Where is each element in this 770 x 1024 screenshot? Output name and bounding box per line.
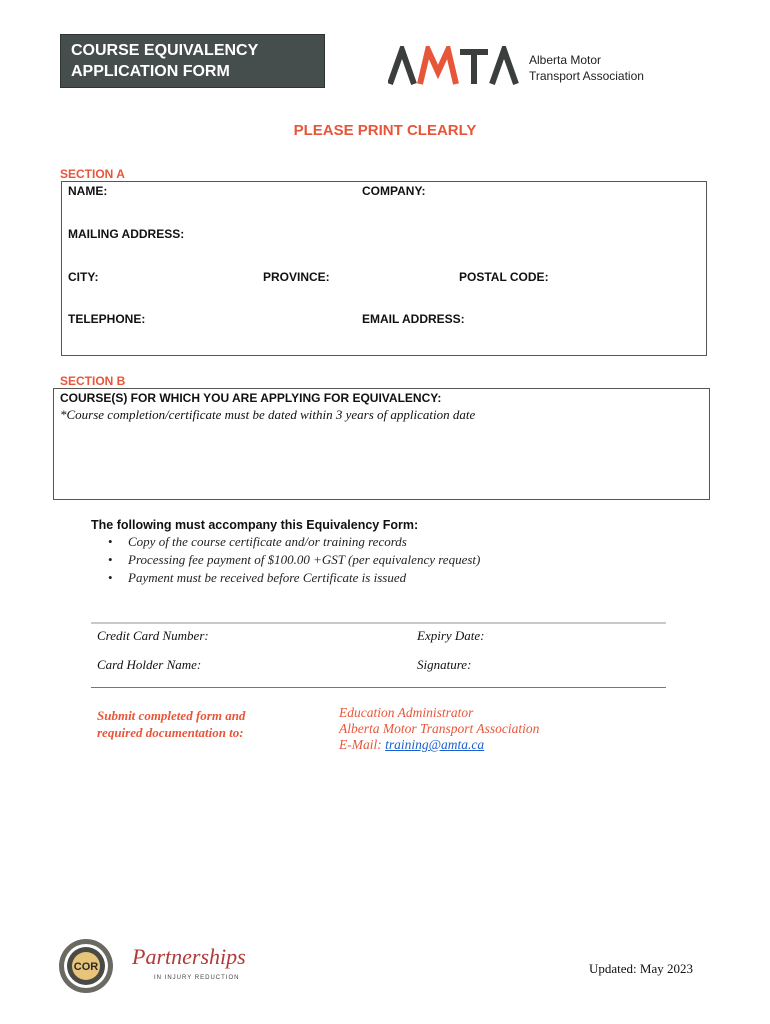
partnerships-logo-text: Partnerships [132, 944, 246, 969]
submit-instructions [97, 707, 245, 741]
requirements-heading: The following must accompany this Equivalency Form: [91, 518, 419, 532]
payment-top-divider [91, 622, 666, 624]
province-field-label: PROVINCE: [263, 270, 330, 284]
requirement-item: • Processing fee payment of $100.00 +GST (per equivalency request) [92, 551, 652, 569]
association-name-line1: Alberta Motor [529, 53, 602, 67]
city-field-label: CITY: [68, 270, 99, 284]
signature-label: Signature: [417, 657, 472, 672]
section-b-title: COURSE(S) FOR WHICH YOU ARE APPLYING FOR EQUIVALENCY: [60, 391, 442, 405]
form-title-line2: APPLICATION FORM [71, 63, 230, 80]
postal-code-field-label: POSTAL CODE: [459, 270, 549, 284]
association-name [529, 52, 644, 84]
requirement-item: • Payment must be received before Certificate is issued [92, 569, 652, 587]
submit-contact [339, 705, 539, 753]
updated-date: Updated: May 2023 [589, 961, 693, 976]
email-prefix: E-Mail: [339, 737, 386, 752]
submit-instructions-line2: required documentation to: [97, 725, 244, 740]
card-holder-name-label: Card Holder Name: [97, 657, 202, 672]
email-link[interactable]: training@amta.ca [385, 737, 485, 752]
section-a-label: SECTION A [60, 167, 125, 181]
cor-seal-text: COR [73, 961, 99, 973]
credit-card-number-label: Credit Card Number: [97, 628, 209, 643]
contact-title: Education Administrator [339, 705, 474, 720]
expiry-date-label: Expiry Date: [417, 628, 485, 643]
requirements-list [92, 533, 652, 587]
contact-organization: Alberta Motor Transport Association [339, 721, 540, 736]
section-b-note: *Course completion/certificate must be dated within 3 years of application date [60, 407, 476, 422]
form-title-line1: COURSE EQUIVALENCY [71, 42, 259, 59]
email-address-field-label: EMAIL ADDRESS: [362, 312, 465, 326]
section-b-label: SECTION B [60, 374, 126, 388]
telephone-field-label: TELEPHONE: [68, 312, 146, 326]
section-a-box [61, 181, 707, 356]
payment-bottom-divider [91, 687, 666, 688]
form-title [60, 34, 325, 88]
name-field-label: NAME: [68, 184, 108, 198]
contact-email-line [339, 737, 539, 753]
mailing-address-field-label: MAILING ADDRESS: [68, 227, 185, 241]
company-field-label: COMPANY: [362, 184, 426, 198]
print-clearly-notice: PLEASE PRINT CLEARLY [293, 122, 477, 139]
partnerships-logo-subtext: IN INJURY REDUCTION [154, 975, 240, 981]
cor-seal-icon [58, 938, 114, 994]
amta-logo [388, 46, 520, 86]
requirement-item: • Copy of the course certificate and/or training records [92, 533, 652, 551]
association-name-line2: Transport Association [529, 69, 644, 83]
submit-instructions-line1: Submit completed form and [97, 708, 246, 723]
